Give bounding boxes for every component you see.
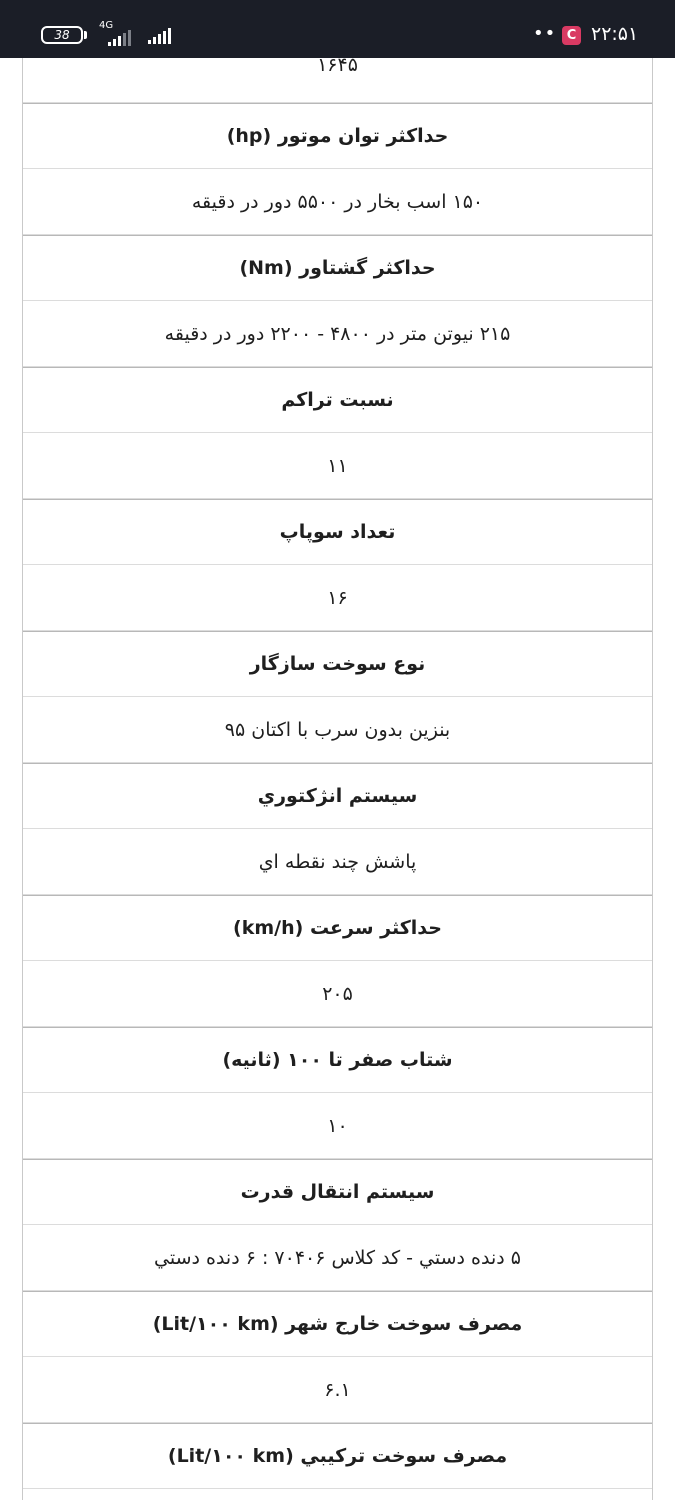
spec-label-cell	[23, 631, 652, 697]
signal-strength-icon-2	[148, 28, 171, 44]
spec-value-cell	[23, 169, 652, 235]
spec-label-cell	[23, 1159, 652, 1225]
spec-value-cell	[23, 1489, 652, 1499]
spec-value-text: ۵ دنده دستي - كد كلاس ۷۰۴۰۶ : ۶ دنده دستي	[154, 1246, 521, 1269]
spec-label-cell	[23, 1027, 652, 1093]
top-value-cell	[23, 58, 652, 103]
notification-dots-icon: ••	[533, 23, 557, 44]
app-notification-icon: C	[562, 26, 581, 45]
spec-label-cell	[23, 103, 652, 169]
spec-value-cell	[23, 433, 652, 499]
spec-label-text: نسبت تراكم	[281, 389, 394, 411]
spec-value-cell	[23, 961, 652, 1027]
spec-value-cell	[23, 697, 652, 763]
spec-value-text: ۶.۱	[324, 1378, 351, 1401]
spec-label-cell	[23, 367, 652, 433]
spec-label-text: تعداد سوپاپ	[279, 521, 396, 543]
spec-label-cell	[23, 499, 652, 565]
spec-value-cell	[23, 1093, 652, 1159]
top-value-text: ۱۶۴۵	[317, 58, 358, 76]
spec-label-cell	[23, 895, 652, 961]
spec-label-text: حداكثر سرعت (km/h)	[233, 917, 442, 939]
spec-value-text: ۱۶	[327, 586, 348, 609]
spec-value-cell	[23, 829, 652, 895]
specs-table	[22, 58, 653, 1500]
spec-label-text: حداكثر گشتاور (Nm)	[239, 257, 436, 279]
spec-value-text: ۱۵۰ اسب بخار در ۵۵۰۰ دور در دقيقه	[191, 190, 484, 213]
spec-value-text: پاشش چند نقطه اي	[258, 850, 417, 873]
spec-label-text: سيستم انژكتوري	[257, 785, 418, 807]
network-type-label: 4G	[99, 20, 114, 31]
spec-value-text: ۲۱۵ نيوتن متر در ۴۸۰۰ - ۲۲۰۰ دور در دقيقه	[164, 322, 511, 345]
spec-value-text: ۱۱	[327, 454, 348, 477]
spec-label-cell	[23, 763, 652, 829]
clock: ۲۲:۵۱	[591, 23, 639, 45]
spec-label-text: نوع سوخت سازگار	[249, 653, 426, 675]
spec-label-cell	[23, 1291, 652, 1357]
spec-label-text: شتاب صفر تا ۱۰۰ (ثانيه)	[222, 1049, 453, 1071]
spec-value-cell	[23, 1357, 652, 1423]
spec-label-cell	[23, 1423, 652, 1489]
spec-value-text: ۱۰	[327, 1114, 348, 1137]
spec-label-text: سيستم انتقال قدرت	[240, 1181, 435, 1203]
spec-label-cell	[23, 235, 652, 301]
spec-label-text: مصرف سوخت تركيبي (Lit/۱۰۰ km)	[167, 1445, 508, 1467]
spec-value-cell	[23, 565, 652, 631]
spec-value-text: ۲۰۵	[322, 982, 353, 1005]
signal-strength-icon	[108, 30, 131, 46]
spec-value-text: بنزين بدون سرب با اكتان ۹۵	[224, 718, 451, 741]
battery-tip	[84, 31, 87, 39]
status-bar	[0, 0, 675, 58]
spec-label-text: حداكثر توان موتور (hp)	[226, 125, 449, 147]
spec-value-cell	[23, 1225, 652, 1291]
battery-indicator: 38	[41, 26, 83, 44]
spec-value-cell	[23, 301, 652, 367]
spec-label-text: مصرف سوخت خارج شهر (Lit/۱۰۰ km)	[152, 1313, 523, 1335]
